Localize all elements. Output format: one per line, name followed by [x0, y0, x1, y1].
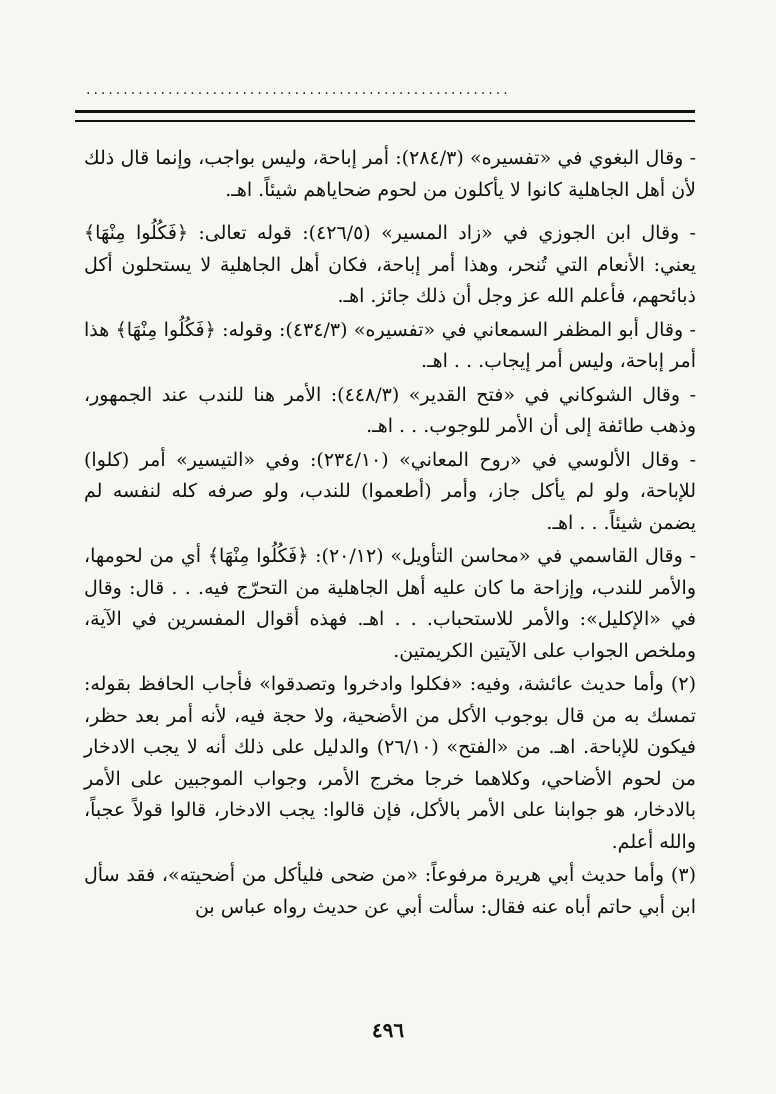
header-dots: .........................................................: [86, 82, 511, 98]
paragraph-alusi: - وقال الألوسي في «روح المعاني» (٢٣٤/١٠): وفي «التيسير» أمر (كلوا) للإباحة، ولو لم يأكل جاز، وأمر (أطعموا) للندب، ولو صرفه كله لنفسه لم يضمن شيئاً. . . اهـ.: [84, 448, 696, 534]
paragraph-baghawi: - وقال البغوي في «تفسيره» (٢٨٤/٣): أمر إباحة، وليس بواجب، وإنما قال ذلك لأن أهل الجاهلية كانوا لا يأكلون من لحوم ضحاياهم شيئاً. اهـ.: [84, 147, 696, 201]
body-text: [84, 143, 696, 925]
paragraph-shawkani: - وقال الشوكاني في «فتح القدير» (٤٤٨/٣): الأمر هنا للندب عند الجمهور، وذهب طائفة إلى أن الأمر للوجوب. . . اهـ.: [84, 383, 696, 437]
paragraph-samani: - وقال أبو المظفر السمعاني في «تفسيره» (٤٣٤/٣): وقوله: ﴿فَكُلُوا مِنْهَا﴾ هذا أمر إباحة، وليس أمر إيجاب. . . اهـ.: [84, 318, 696, 372]
paragraph-ibn-aljawzi: - وقال ابن الجوزي في «زاد المسير» (٤٢٦/٥): قوله تعالى: ﴿فَكُلُوا مِنْهَا﴾ يعني: الأنعام التي تُنحر، وهذا أمر إباحة، فكان أهل الجاهلية لا يستحلون أكل ذبائحهم، فأعلم الله عز وجل أن ذلك جائز. اهـ.: [84, 222, 696, 307]
page-number: ٤٩٦: [371, 1018, 405, 1042]
paragraph-abu-hurayra-hadith: (٣) وأما حديث أبي هريرة مرفوعاً: «من ضحى فليأكل من أضحيته»، فقد سأل ابن أبي حاتم أباه عنه فقال: سألت أبي عن حديث رواه عباس بن: [84, 864, 696, 918]
paragraph-qasimi: - وقال القاسمي في «محاسن التأويل» (٢٠/١٢): ﴿فَكُلُوا مِنْهَا﴾ أي من لحومها، والأمر للندب، وإزاحة ما كان عليه أهل الجاهلية من التحرّج فيه. . . قال: وقال في «الإكليل»: والأمر للاستحباب. . . اهـ. فهذه أقوال المفسرين في الآية، وملخص الجواب على الآيتين الكريمتين.: [84, 545, 696, 662]
paragraph-aisha-hadith: (٢) وأما حديث عائشة، وفيه: «فكلوا وادخروا وتصدقوا» فأجاب الحافظ بقوله: تمسك به من قال بوجوب الأكل من الأضحية، ولا حجة فيه، لأنه أمر بعد حظر، فيكون للإباحة. اهـ. من «الفتح» (٢٦/١٠) والدليل على ذلك أنه لا يجب الادخار من لحوم الأضاحي، وكلاهما خرجا مخرج الأمر، وجواب الموجبين على الأمر بالادخار، هو جوابنا على الأمر بالأكل، فإن قالوا: يجب الادخار، قالوا قولاً عجباً، والله أعلم.: [84, 673, 696, 853]
header-rule-thin: [75, 120, 695, 122]
header-rule-thick: [75, 110, 695, 113]
